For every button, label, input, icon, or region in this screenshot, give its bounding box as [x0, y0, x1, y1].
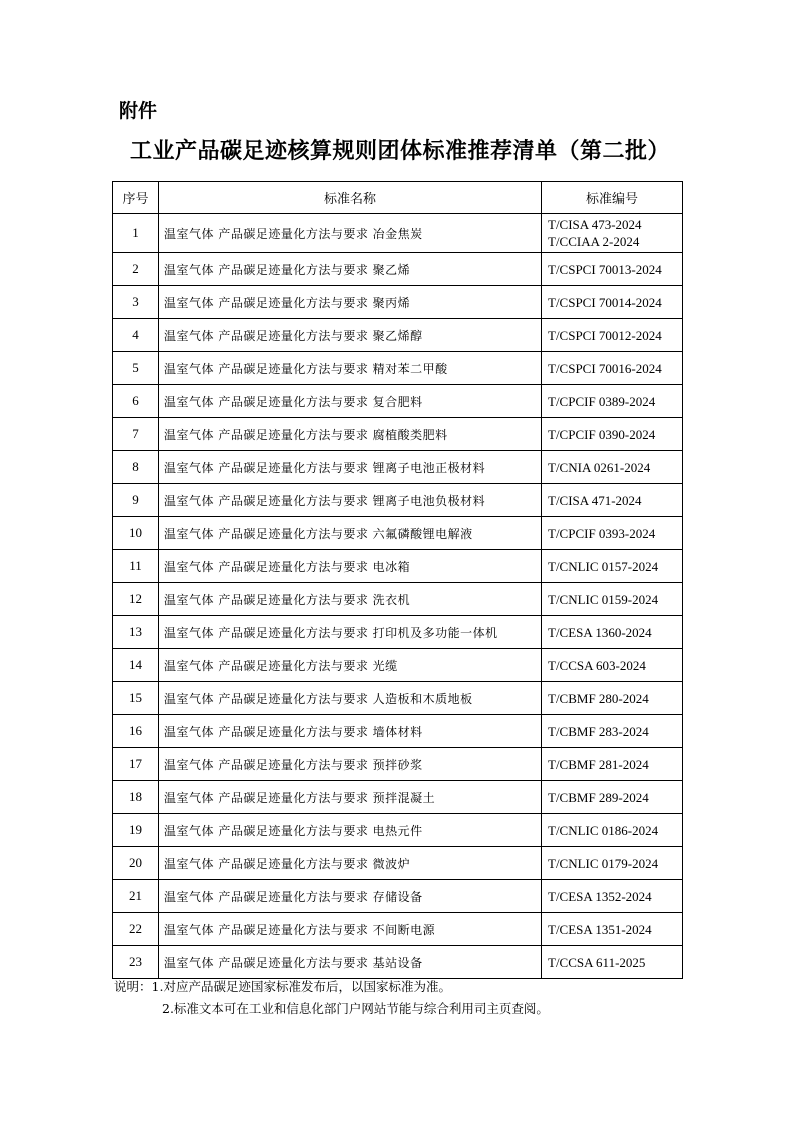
row-index: 10 — [113, 517, 159, 550]
header-standard-name: 标准名称 — [159, 182, 542, 214]
table-row — [113, 319, 683, 352]
standard-code-line: T/CISA 473-2024 — [548, 217, 642, 232]
row-standard-code — [542, 253, 683, 286]
row-standard-name: 温室气体 产品碳足迹量化方法与要求 光缆 — [159, 649, 542, 682]
standard-code-line: T/CPCIF 0393-2024 — [548, 525, 656, 541]
row-standard-code — [542, 451, 683, 484]
row-standard-code — [542, 550, 683, 583]
standard-code-line: T/CNIA 0261-2024 — [548, 459, 651, 475]
standard-code-line: T/CNLIC 0179-2024 — [548, 855, 659, 871]
table-row — [113, 847, 683, 880]
standard-code-line: T/CISA 471-2024 — [548, 492, 642, 508]
standard-code-line: T/CCSA 603-2024 — [548, 657, 646, 673]
standard-code-line: T/CPCIF 0389-2024 — [548, 393, 656, 409]
row-standard-name: 温室气体 产品碳足迹量化方法与要求 洗衣机 — [159, 583, 542, 616]
row-index: 16 — [113, 715, 159, 748]
row-index: 23 — [113, 946, 159, 979]
row-standard-code — [542, 649, 683, 682]
table-body — [113, 214, 683, 979]
table-row — [113, 946, 683, 979]
row-standard-code — [542, 418, 683, 451]
row-index: 11 — [113, 550, 159, 583]
row-standard-name: 温室气体 产品碳足迹量化方法与要求 人造板和木质地板 — [159, 682, 542, 715]
row-index: 3 — [113, 286, 159, 319]
standard-code-line: T/CSPCI 70012-2024 — [548, 327, 662, 343]
row-standard-name: 温室气体 产品碳足迹量化方法与要求 存储设备 — [159, 880, 542, 913]
table-row — [113, 583, 683, 616]
header-standard-code: 标准编号 — [542, 182, 683, 214]
standard-code-line: T/CESA 1351-2024 — [548, 921, 652, 937]
row-standard-code — [542, 214, 683, 253]
row-index: 7 — [113, 418, 159, 451]
table-row — [113, 682, 683, 715]
notes — [114, 976, 549, 1020]
row-standard-name: 温室气体 产品碳足迹量化方法与要求 墙体材料 — [159, 715, 542, 748]
table-row — [113, 814, 683, 847]
standard-code-line: T/CSPCI 70013-2024 — [548, 261, 662, 277]
row-index: 12 — [113, 583, 159, 616]
note-item-2: 2.标准文本可在工业和信息化部门户网站节能与综合利用司主页查阅。 — [162, 1001, 549, 1016]
standard-code-line: T/CNLIC 0159-2024 — [548, 591, 659, 607]
table-row — [113, 781, 683, 814]
row-standard-code — [542, 781, 683, 814]
row-standard-code — [542, 748, 683, 781]
row-standard-code — [542, 814, 683, 847]
header-index: 序号 — [113, 182, 159, 214]
table-row — [113, 517, 683, 550]
row-standard-code — [542, 616, 683, 649]
row-standard-code — [542, 682, 683, 715]
row-standard-name: 温室气体 产品碳足迹量化方法与要求 不间断电源 — [159, 913, 542, 946]
row-index: 9 — [113, 484, 159, 517]
table-header-row — [113, 182, 683, 214]
row-index: 6 — [113, 385, 159, 418]
row-standard-code — [542, 517, 683, 550]
standard-code-line: T/CSPCI 70016-2024 — [548, 360, 662, 376]
row-standard-code — [542, 319, 683, 352]
row-index: 19 — [113, 814, 159, 847]
table-row — [113, 715, 683, 748]
row-standard-name: 温室气体 产品碳足迹量化方法与要求 预拌混凝土 — [159, 781, 542, 814]
row-standard-code — [542, 385, 683, 418]
row-index: 4 — [113, 319, 159, 352]
standard-code-line: T/CBMF 289-2024 — [548, 789, 649, 805]
table-row — [113, 352, 683, 385]
table-row — [113, 649, 683, 682]
row-index: 8 — [113, 451, 159, 484]
row-standard-code — [542, 946, 683, 979]
row-standard-name: 温室气体 产品碳足迹量化方法与要求 聚乙烯醇 — [159, 319, 542, 352]
table-row — [113, 385, 683, 418]
row-standard-name: 温室气体 产品碳足迹量化方法与要求 聚丙烯 — [159, 286, 542, 319]
standard-code-line: T/CNLIC 0157-2024 — [548, 558, 659, 574]
row-standard-name: 温室气体 产品碳足迹量化方法与要求 冶金焦炭 — [159, 214, 542, 253]
row-index: 13 — [113, 616, 159, 649]
document-title: 工业产品碳足迹核算规则团体标准推荐清单（第二批） — [129, 138, 670, 164]
table-row — [113, 880, 683, 913]
row-standard-name: 温室气体 产品碳足迹量化方法与要求 六氟磷酸锂电解液 — [159, 517, 542, 550]
table-row — [113, 913, 683, 946]
row-standard-name: 温室气体 产品碳足迹量化方法与要求 打印机及多功能一体机 — [159, 616, 542, 649]
row-index: 17 — [113, 748, 159, 781]
standard-code-line: T/CSPCI 70014-2024 — [548, 294, 662, 310]
row-index: 15 — [113, 682, 159, 715]
row-index: 2 — [113, 253, 159, 286]
row-standard-code — [542, 484, 683, 517]
table-row — [113, 550, 683, 583]
note-item-1: 1.对应产品碳足迹国家标准发布后，以国家标准为准。 — [151, 979, 451, 994]
row-standard-code — [542, 880, 683, 913]
row-standard-name: 温室气体 产品碳足迹量化方法与要求 电冰箱 — [159, 550, 542, 583]
standards-table — [112, 181, 683, 979]
row-index: 20 — [113, 847, 159, 880]
table-row — [113, 418, 683, 451]
table-row — [113, 616, 683, 649]
table-row — [113, 286, 683, 319]
row-standard-name: 温室气体 产品碳足迹量化方法与要求 复合肥料 — [159, 385, 542, 418]
row-standard-name: 温室气体 产品碳足迹量化方法与要求 聚乙烯 — [159, 253, 542, 286]
standard-code-line: T/CBMF 283-2024 — [548, 723, 649, 739]
standard-code-line: T/CBMF 280-2024 — [548, 690, 649, 706]
row-standard-code — [542, 913, 683, 946]
standard-code-line: T/CPCIF 0390-2024 — [548, 426, 656, 442]
row-index: 18 — [113, 781, 159, 814]
notes-label: 说明： — [114, 979, 152, 994]
row-standard-name: 温室气体 产品碳足迹量化方法与要求 基站设备 — [159, 946, 542, 979]
row-standard-name: 温室气体 产品碳足迹量化方法与要求 电热元件 — [159, 814, 542, 847]
row-standard-code — [542, 715, 683, 748]
standard-code-line: T/CESA 1360-2024 — [548, 624, 652, 640]
row-standard-name: 温室气体 产品碳足迹量化方法与要求 锂离子电池负极材料 — [159, 484, 542, 517]
row-standard-code — [542, 352, 683, 385]
row-standard-code — [542, 286, 683, 319]
standard-code-line: T/CCIAA 2-2024 — [548, 234, 640, 249]
row-index: 1 — [113, 214, 159, 253]
standard-code-line: T/CNLIC 0186-2024 — [548, 822, 659, 838]
row-index: 14 — [113, 649, 159, 682]
row-standard-name: 温室气体 产品碳足迹量化方法与要求 腐植酸类肥料 — [159, 418, 542, 451]
row-index: 5 — [113, 352, 159, 385]
standard-code-line: T/CBMF 281-2024 — [548, 756, 649, 772]
standard-code-line: T/CESA 1352-2024 — [548, 888, 652, 904]
row-standard-code — [542, 583, 683, 616]
row-standard-name: 温室气体 产品碳足迹量化方法与要求 锂离子电池正极材料 — [159, 451, 542, 484]
table-row — [113, 484, 683, 517]
row-standard-code — [542, 847, 683, 880]
table-row — [113, 748, 683, 781]
row-standard-name: 温室气体 产品碳足迹量化方法与要求 精对苯二甲酸 — [159, 352, 542, 385]
table-row — [113, 451, 683, 484]
attachment-label: 附件 — [119, 100, 158, 122]
table-row — [113, 253, 683, 286]
row-standard-name: 温室气体 产品碳足迹量化方法与要求 微波炉 — [159, 847, 542, 880]
standard-code-line: T/CCSA 611-2025 — [548, 954, 646, 970]
row-standard-name: 温室气体 产品碳足迹量化方法与要求 预拌砂浆 — [159, 748, 542, 781]
table-row — [113, 214, 683, 253]
row-index: 22 — [113, 913, 159, 946]
row-index: 21 — [113, 880, 159, 913]
